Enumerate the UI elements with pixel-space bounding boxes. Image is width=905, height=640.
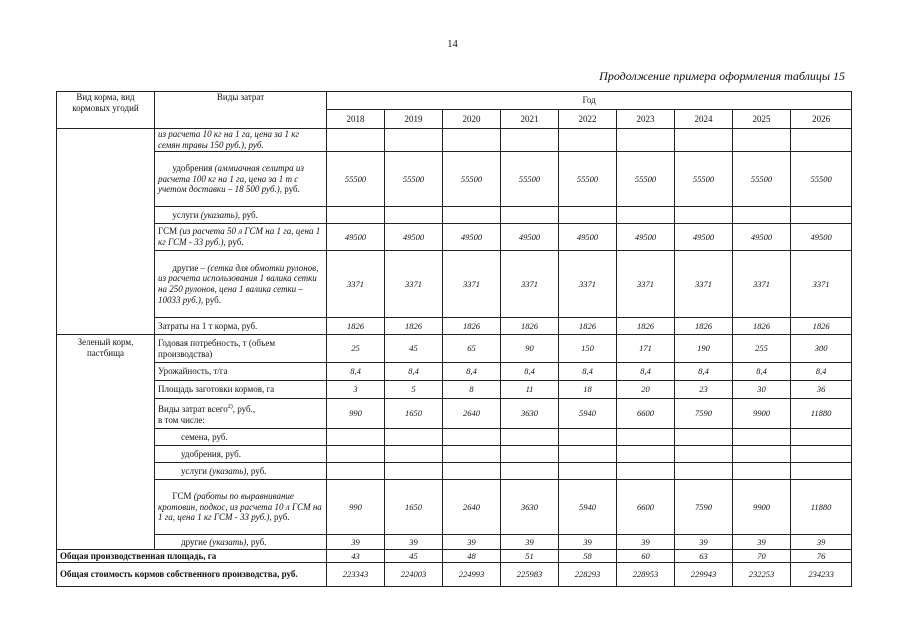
row-label-total-cost: Общая стоимость кормов собственного производства, руб. [57,563,327,587]
value-cell: 1650 [385,399,443,429]
value-cell: 9900 [733,480,791,535]
value-cell [443,207,501,224]
value-cell: 228953 [617,563,675,587]
header-cost-types: Виды затрат [155,92,327,129]
value-cell: 8,4 [791,363,852,381]
value-cell: 5940 [559,399,617,429]
value-cell: 3371 [733,251,791,318]
row-label-cost-per-ton: Затраты на 1 т корма, руб. [155,318,327,335]
value-cell: 8,4 [385,363,443,381]
value-cell: 9900 [733,399,791,429]
value-cell [733,446,791,463]
value-cell: 8,4 [559,363,617,381]
value-cell: 5 [385,381,443,399]
value-cell [327,463,385,480]
row-label-annual-need: Годовая потребность, т (объем производства) [155,335,327,363]
value-cell: 1826 [733,318,791,335]
value-cell: 25 [327,335,385,363]
value-cell: 3371 [501,251,559,318]
value-cell: 232253 [733,563,791,587]
row-label-other-2: другие (указать), руб. [155,535,327,550]
header-year-group: Год [327,92,852,110]
value-cell: 3371 [385,251,443,318]
value-cell [675,129,733,152]
row-label-other-net: другие – (сетка для обмотки рулонов, из расчета использования 1 валика сетки на 250 рулонов, цена 1 валика сетки – 10033 руб.), руб. [155,251,327,318]
value-cell [443,446,501,463]
feed-cost-table [56,91,852,587]
value-cell: 55500 [327,152,385,207]
value-cell [559,129,617,152]
value-cell: 11880 [791,399,852,429]
value-cell: 6600 [617,480,675,535]
value-cell: 39 [443,535,501,550]
value-cell: 39 [327,535,385,550]
value-cell: 234233 [791,563,852,587]
value-cell: 3 [327,381,385,399]
value-cell: 39 [733,535,791,550]
value-cell: 55500 [675,152,733,207]
value-cell: 1826 [675,318,733,335]
page-number: 14 [447,39,458,50]
row-label-seeds: семена, руб. [155,429,327,446]
value-cell: 39 [559,535,617,550]
value-cell: 228293 [559,563,617,587]
value-cell: 1826 [443,318,501,335]
value-cell: 8,4 [501,363,559,381]
value-cell [617,207,675,224]
value-cell: 7590 [675,399,733,429]
value-cell [559,446,617,463]
value-cell: 55500 [559,152,617,207]
value-cell: 229943 [675,563,733,587]
row-label-total-costs: Виды затрат всего$^{2)}$, руб., в том числе: [155,399,327,429]
value-cell: 3371 [327,251,385,318]
value-cell: 3371 [559,251,617,318]
table-row [57,152,852,207]
value-cell: 8,4 [617,363,675,381]
value-cell: 49500 [733,224,791,251]
value-cell: 190 [675,335,733,363]
table-row [57,224,852,251]
value-cell: 39 [501,535,559,550]
value-cell: 49500 [327,224,385,251]
value-cell: 45 [385,550,443,563]
value-cell [733,463,791,480]
value-cell: 49500 [675,224,733,251]
row-label-fertilizer: удобрения (аммиачная селитра из расчета 100 кг на 1 га, цена за 1 т с учетом доставки – 18 500 руб.), руб. [155,152,327,207]
row-label-fuel-2: ГСМ (работы по выравнивание кротовин, подкос, из расчета 10 л ГСМ на 1 га, цена 1 кг ГСМ - 33 руб.), руб. [155,480,327,535]
row-label-fertilizer-2: удобрения, руб. [155,446,327,463]
value-cell [617,129,675,152]
value-cell: 1826 [791,318,852,335]
value-cell [617,429,675,446]
value-cell: 43 [327,550,385,563]
value-cell: 55500 [791,152,852,207]
value-cell: 48 [443,550,501,563]
value-cell [501,463,559,480]
value-cell [675,207,733,224]
value-cell: 255 [733,335,791,363]
table-row [57,480,852,535]
value-cell [617,446,675,463]
year-header-2026: 2026 [791,110,852,129]
value-cell [559,207,617,224]
value-cell [733,207,791,224]
value-cell [501,129,559,152]
table-row [57,463,852,480]
table-row [57,335,852,363]
table-row [57,535,852,550]
value-cell [385,129,443,152]
value-cell: 55500 [501,152,559,207]
value-cell [559,429,617,446]
value-cell: 49500 [617,224,675,251]
value-cell [501,207,559,224]
table-row [57,318,852,335]
year-header-2019: 2019 [385,110,443,129]
value-cell [733,129,791,152]
value-cell: 7590 [675,480,733,535]
value-cell: 63 [675,550,733,563]
value-cell [385,207,443,224]
value-cell: 20 [617,381,675,399]
year-header-2021: 2021 [501,110,559,129]
value-cell: 1826 [385,318,443,335]
category-green-feed: Зеленый корм, пастбища [57,335,155,550]
value-cell: 49500 [559,224,617,251]
value-cell [733,429,791,446]
value-cell: 3371 [617,251,675,318]
value-cell [327,129,385,152]
value-cell: 36 [791,381,852,399]
value-cell: 1650 [385,480,443,535]
value-cell [385,446,443,463]
year-header-2025: 2025 [733,110,791,129]
value-cell: 55500 [733,152,791,207]
value-cell: 55500 [443,152,501,207]
value-cell: 8,4 [327,363,385,381]
value-cell: 5940 [559,480,617,535]
value-cell: 6600 [617,399,675,429]
value-cell: 49500 [501,224,559,251]
row-label-yield: Урожайность, т/га [155,363,327,381]
value-cell [385,429,443,446]
category-cell-empty [57,129,155,335]
value-cell: 8 [443,381,501,399]
value-cell: 23 [675,381,733,399]
value-cell: 8,4 [675,363,733,381]
value-cell: 45 [385,335,443,363]
value-cell: 3371 [443,251,501,318]
value-cell: 8,4 [443,363,501,381]
value-cell [791,429,852,446]
header-feed-type: Вид корма, вид кормовых угодий [57,92,155,129]
table-row [57,129,852,152]
value-cell: 3371 [791,251,852,318]
value-cell: 3371 [675,251,733,318]
value-cell: 39 [791,535,852,550]
value-cell: 76 [791,550,852,563]
value-cell [675,463,733,480]
value-cell: 8,4 [733,363,791,381]
year-header-2024: 2024 [675,110,733,129]
value-cell: 51 [501,550,559,563]
value-cell: 18 [559,381,617,399]
value-cell: 1826 [501,318,559,335]
value-cell: 1826 [327,318,385,335]
value-cell: 3630 [501,399,559,429]
year-header-2018: 2018 [327,110,385,129]
value-cell: 990 [327,480,385,535]
year-header-2023: 2023 [617,110,675,129]
value-cell: 300 [791,335,852,363]
value-cell [675,429,733,446]
row-label-area: Площадь заготовки кормов, га [155,381,327,399]
value-cell: 171 [617,335,675,363]
value-cell [675,446,733,463]
value-cell [443,429,501,446]
value-cell [501,429,559,446]
value-cell: 49500 [791,224,852,251]
table-row [57,446,852,463]
value-cell [791,446,852,463]
table-row [57,251,852,318]
value-cell [501,446,559,463]
table-row [57,207,852,224]
value-cell [385,463,443,480]
table-row-total-area [57,550,852,563]
value-cell [327,446,385,463]
value-cell: 3630 [501,480,559,535]
value-cell: 2640 [443,480,501,535]
value-cell [559,463,617,480]
table-row-total-cost [57,563,852,587]
value-cell [791,129,852,152]
value-cell: 1826 [617,318,675,335]
value-cell: 990 [327,399,385,429]
table-row [57,381,852,399]
row-label-fuel: ГСМ (из расчета 50 л ГСМ на 1 га, цена 1 кг ГСМ - 33 руб.), руб. [155,224,327,251]
value-cell: 60 [617,550,675,563]
value-cell [327,429,385,446]
table-caption: Продолжение примера оформления таблицы 15 [599,69,845,83]
value-cell: 55500 [385,152,443,207]
value-cell: 70 [733,550,791,563]
value-cell: 55500 [617,152,675,207]
value-cell: 224993 [443,563,501,587]
table-row [57,429,852,446]
row-label-services-2: услуги (указать), руб. [155,463,327,480]
value-cell [443,129,501,152]
value-cell: 11880 [791,480,852,535]
row-label-seed-rate: из расчета 10 кг на 1 га, цена за 1 кг семян травы 150 руб.), руб. [155,129,327,152]
value-cell: 90 [501,335,559,363]
value-cell: 65 [443,335,501,363]
value-cell [617,463,675,480]
value-cell: 1826 [559,318,617,335]
year-header-2020: 2020 [443,110,501,129]
table-row [57,399,852,429]
value-cell: 39 [385,535,443,550]
table-row [57,363,852,381]
value-cell: 49500 [385,224,443,251]
value-cell [443,463,501,480]
value-cell: 224003 [385,563,443,587]
year-header-2022: 2022 [559,110,617,129]
value-cell: 39 [617,535,675,550]
value-cell [791,463,852,480]
value-cell: 11 [501,381,559,399]
value-cell [791,207,852,224]
value-cell: 150 [559,335,617,363]
row-label-total-area: Общая производственная площадь, га [57,550,327,563]
value-cell: 223343 [327,563,385,587]
row-label-services: услуги (указать), руб. [155,207,327,224]
value-cell: 2640 [443,399,501,429]
value-cell: 225983 [501,563,559,587]
value-cell [327,207,385,224]
value-cell: 49500 [443,224,501,251]
value-cell: 30 [733,381,791,399]
value-cell: 39 [675,535,733,550]
value-cell: 58 [559,550,617,563]
